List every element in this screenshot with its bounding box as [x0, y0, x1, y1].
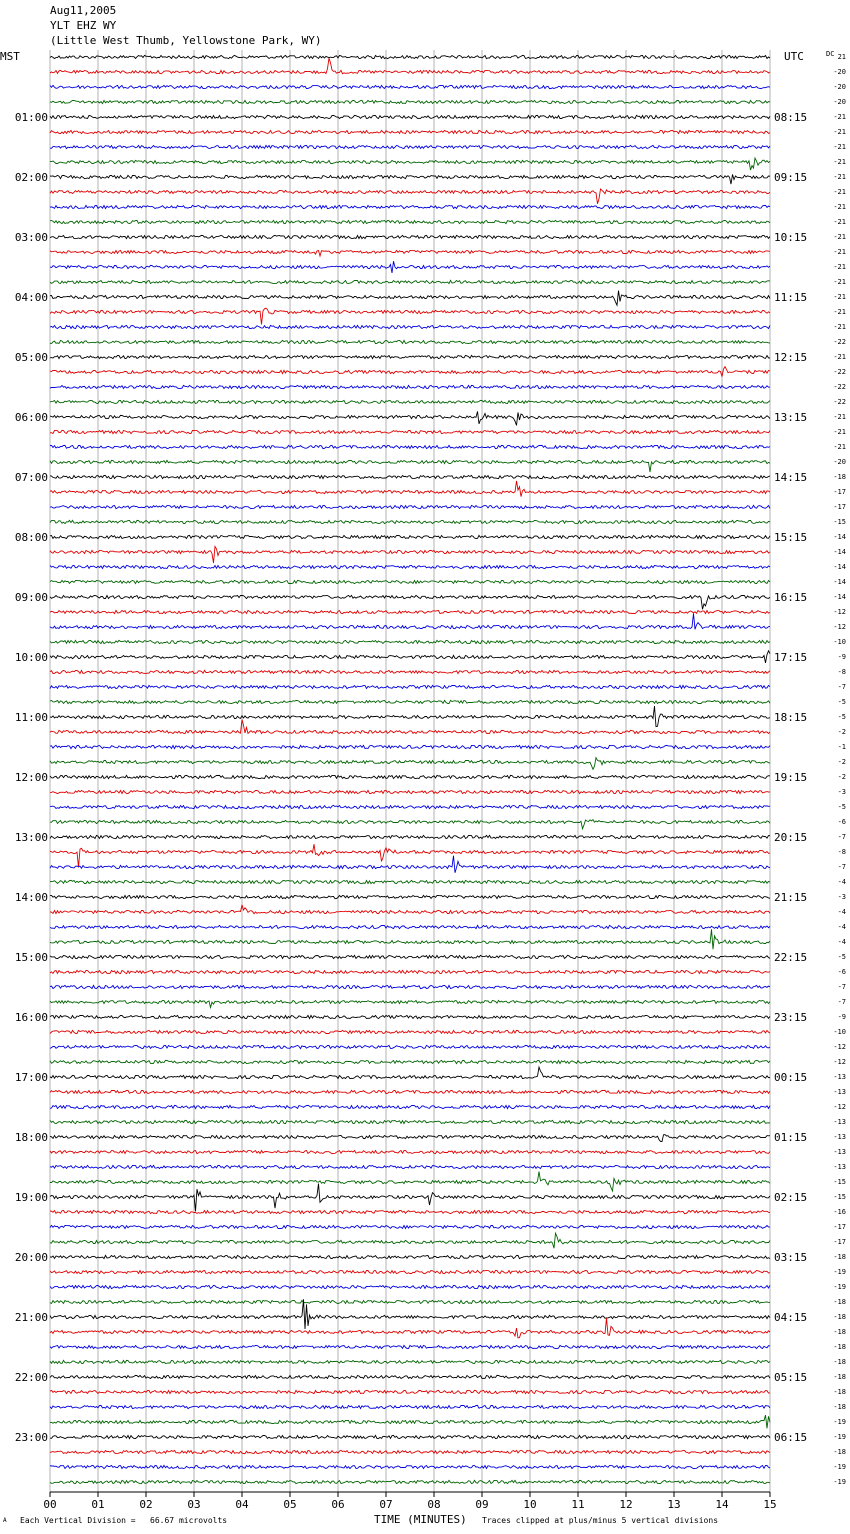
x-axis	[43, 1492, 776, 1511]
dc-offsets	[833, 53, 846, 1486]
dc-offset-value: -9	[837, 1013, 846, 1021]
dc-offset-value: -3	[837, 788, 846, 796]
dc-offset-value: -12	[833, 608, 846, 616]
dc-offset-value: -18	[833, 1358, 846, 1366]
dc-offset-value: -12	[833, 1043, 846, 1051]
trace-78	[50, 1225, 770, 1228]
dc-offset-value: -3	[837, 893, 846, 901]
trace-77	[50, 1210, 770, 1213]
trace-69	[50, 1090, 770, 1093]
trace-40	[50, 651, 770, 663]
dc-offset-value: -12	[833, 623, 846, 631]
date-label: Aug11,2005	[50, 4, 117, 17]
trace-16	[50, 291, 770, 306]
dc-offset-value: -12	[833, 1103, 846, 1111]
trace-64	[50, 1015, 770, 1018]
trace-41	[50, 670, 770, 673]
dc-offset-value: -5	[837, 698, 846, 706]
dc-offset-value: -21	[833, 143, 846, 151]
trace-72	[50, 1135, 770, 1142]
trace-43	[50, 700, 770, 703]
left-time-label: 01:00	[14, 111, 48, 124]
right-time-label: 05:15	[774, 1371, 808, 1384]
left-time-label: 23:00	[14, 1431, 48, 1444]
trace-58	[50, 925, 770, 928]
dc-offset-value: -18	[833, 1298, 846, 1306]
x-tick-label: 10	[523, 1498, 537, 1511]
dc-offset-value: -19	[833, 1478, 846, 1486]
dc-offset-value: -21	[833, 173, 846, 181]
trace-15	[50, 280, 770, 283]
dc-offset-value: -21	[833, 218, 846, 226]
dc-offset-value: -21	[833, 233, 846, 241]
x-tick-label: 01	[91, 1498, 105, 1511]
trace-75	[50, 1172, 770, 1191]
trace-67	[50, 1060, 770, 1063]
dc-offset-value: -18	[833, 1403, 846, 1411]
right-time-label: 21:15	[774, 891, 808, 904]
trace-13	[50, 250, 770, 256]
dc-offset-value: -21	[833, 323, 846, 331]
trace-18	[50, 325, 770, 328]
trace-38	[50, 614, 770, 630]
right-time-label: 03:15	[774, 1251, 808, 1264]
trace-93	[50, 1450, 770, 1453]
dc-offset-value: -21	[833, 188, 846, 196]
trace-19	[50, 340, 770, 343]
trace-56	[50, 895, 770, 898]
dc-offset-value: -21	[833, 248, 846, 256]
dc-offset-value: -15	[833, 1193, 846, 1201]
x-tick-label: 06	[331, 1498, 345, 1511]
trace-50	[50, 805, 770, 808]
dc-offset-value: -7	[837, 998, 846, 1006]
x-tick-label: 03	[187, 1498, 201, 1511]
left-time-label: 05:00	[14, 351, 48, 364]
x-tick-label: 02	[139, 1498, 153, 1511]
dc-offset-value: -22	[833, 338, 846, 346]
dc-offset-value: -18	[833, 1373, 846, 1381]
trace-47	[50, 758, 770, 770]
dc-offset-value: 21	[837, 53, 846, 61]
trace-26	[50, 445, 770, 448]
trace-74	[50, 1165, 770, 1168]
trace-2	[50, 85, 770, 88]
dc-offset-value: -16	[833, 1208, 846, 1216]
dc-offset-value: -9	[837, 653, 846, 661]
trace-28	[50, 475, 770, 478]
left-time-label: 21:00	[14, 1311, 48, 1324]
trace-35	[50, 580, 770, 583]
x-tick-label: 13	[667, 1498, 681, 1511]
dc-offset-value: -21	[833, 413, 846, 421]
trace-65	[50, 1030, 770, 1033]
dc-offset-value: -14	[833, 578, 846, 586]
trace-8	[50, 174, 770, 184]
dc-offset-value: -19	[833, 1283, 846, 1291]
dc-offset-value: -17	[833, 1223, 846, 1231]
dc-offset-value: -2	[837, 728, 846, 736]
trace-83	[50, 1300, 770, 1303]
dc-header-label: DC	[826, 50, 835, 58]
left-time-label: 13:00	[14, 831, 48, 844]
dc-offset-value: -4	[837, 878, 846, 886]
x-tick-label: 14	[715, 1498, 729, 1511]
right-time-label: 17:15	[774, 651, 808, 664]
right-time-label: 19:15	[774, 771, 808, 784]
dc-offset-value: -7	[837, 683, 846, 691]
trace-63	[50, 1000, 770, 1007]
right-time-label: 08:15	[774, 111, 808, 124]
dc-offset-value: -4	[837, 923, 846, 931]
trace-53	[50, 844, 770, 867]
dc-offset-value: -20	[833, 83, 846, 91]
dc-offset-value: -18	[833, 1313, 846, 1321]
right-time-label: 22:15	[774, 951, 808, 964]
trace-1	[50, 58, 770, 74]
dc-offset-value: -18	[833, 1448, 846, 1456]
right-time-label: 09:15	[774, 171, 808, 184]
x-axis-title: TIME (MINUTES)	[374, 1513, 467, 1526]
trace-95	[50, 1480, 770, 1483]
trace-86	[50, 1345, 770, 1348]
trace-81	[50, 1270, 770, 1273]
dc-offset-value: -20	[833, 98, 846, 106]
trace-0	[50, 55, 770, 58]
right-time-label: 04:15	[774, 1311, 808, 1324]
dc-offset-value: -14	[833, 593, 846, 601]
dc-offset-value: -4	[837, 908, 846, 916]
right-time-label: 10:15	[774, 231, 808, 244]
trace-90	[50, 1405, 770, 1408]
dc-offset-value: -18	[833, 1253, 846, 1261]
left-time-label: 14:00	[14, 891, 48, 904]
trace-39	[50, 640, 770, 643]
trace-94	[50, 1465, 770, 1468]
trace-80	[50, 1255, 770, 1258]
dc-offset-value: -21	[833, 443, 846, 451]
dc-offset-value: -14	[833, 548, 846, 556]
traces	[50, 55, 770, 1483]
corner-mark: A	[3, 1517, 7, 1524]
dc-offset-value: -6	[837, 818, 846, 826]
trace-11	[50, 220, 770, 223]
dc-offset-value: -21	[833, 353, 846, 361]
trace-5	[50, 130, 770, 133]
trace-23	[50, 400, 770, 403]
dc-offset-value: -22	[833, 383, 846, 391]
trace-30	[50, 505, 770, 508]
trace-17	[50, 308, 770, 324]
trace-32	[50, 535, 770, 538]
right-time-label: 20:15	[774, 831, 808, 844]
dc-offset-value: -21	[833, 203, 846, 211]
right-time-label: 00:15	[774, 1071, 808, 1084]
x-tick-label: 09	[475, 1498, 489, 1511]
right-time-label: 11:15	[774, 291, 808, 304]
left-time-label: 16:00	[14, 1011, 48, 1024]
trace-44	[50, 706, 770, 727]
dc-offset-value: -8	[837, 848, 846, 856]
station-label: YLT EHZ WY	[50, 19, 117, 32]
trace-76	[50, 1184, 770, 1212]
trace-62	[50, 985, 770, 988]
trace-12	[50, 235, 770, 238]
dc-offset-value: -22	[833, 368, 846, 376]
left-time-label: 07:00	[14, 471, 48, 484]
trace-22	[50, 385, 770, 388]
left-time-label: 11:00	[14, 711, 48, 724]
dc-offset-value: -5	[837, 803, 846, 811]
trace-27	[50, 460, 770, 472]
trace-54	[50, 856, 770, 873]
right-time-label: 23:15	[774, 1011, 808, 1024]
trace-4	[50, 115, 770, 118]
trace-68	[50, 1067, 770, 1079]
dc-offset-value: -6	[837, 968, 846, 976]
trace-55	[50, 880, 770, 883]
trace-57	[50, 905, 770, 914]
left-time-label: 06:00	[14, 411, 48, 424]
trace-85	[50, 1318, 770, 1338]
x-tick-label: 00	[43, 1498, 57, 1511]
left-time-label: 03:00	[14, 231, 48, 244]
right-time-label: 01:15	[774, 1131, 808, 1144]
right-time-label: 06:15	[774, 1431, 808, 1444]
x-tick-label: 12	[619, 1498, 633, 1511]
left-time-label: 04:00	[14, 291, 48, 304]
x-tick-label: 08	[427, 1498, 441, 1511]
dc-offset-value: -13	[833, 1088, 846, 1096]
right-time-label: 14:15	[774, 471, 808, 484]
left-time-label: 08:00	[14, 531, 48, 544]
dc-offset-value: -13	[833, 1118, 846, 1126]
scale-note: Each Vertical Division = 66.67 microvolts	[20, 1516, 228, 1525]
x-tick-label: 11	[571, 1498, 585, 1511]
dc-offset-value: -13	[833, 1073, 846, 1081]
x-tick-label: 15	[763, 1498, 777, 1511]
dc-offset-value: -21	[833, 278, 846, 286]
dc-offset-value: -7	[837, 833, 846, 841]
dc-offset-value: -7	[837, 983, 846, 991]
dc-offset-value: -19	[833, 1463, 846, 1471]
left-time-label: 15:00	[14, 951, 48, 964]
trace-71	[50, 1120, 770, 1123]
trace-29	[50, 481, 770, 497]
dc-offset-value: -8	[837, 668, 846, 676]
dc-offset-value: -14	[833, 533, 846, 541]
dc-offset-value: -2	[837, 773, 846, 781]
trace-60	[50, 955, 770, 958]
dc-offset-value: -17	[833, 488, 846, 496]
trace-66	[50, 1045, 770, 1048]
dc-offset-value: -18	[833, 1343, 846, 1351]
dc-offset-value: -12	[833, 1058, 846, 1066]
trace-10	[50, 205, 770, 208]
trace-3	[50, 100, 770, 103]
dc-offset-value: -13	[833, 1148, 846, 1156]
trace-61	[50, 970, 770, 973]
right-time-label: 12:15	[774, 351, 808, 364]
trace-46	[50, 745, 770, 748]
trace-49	[50, 790, 770, 793]
dc-offset-value: -2	[837, 758, 846, 766]
dc-offset-value: -21	[833, 128, 846, 136]
dc-offset-value: -13	[833, 1163, 846, 1171]
left-time-label: 17:00	[14, 1071, 48, 1084]
dc-offset-value: -17	[833, 1238, 846, 1246]
dc-offset-value: -19	[833, 1418, 846, 1426]
trace-24	[50, 411, 770, 425]
trace-52	[50, 835, 770, 838]
left-time-label: 09:00	[14, 591, 48, 604]
trace-48	[50, 775, 770, 778]
dc-offset-value: -4	[837, 938, 846, 946]
dc-offset-value: -20	[833, 458, 846, 466]
dc-offset-value: -15	[833, 1178, 846, 1186]
trace-92	[50, 1435, 770, 1438]
trace-89	[50, 1390, 770, 1393]
trace-82	[50, 1285, 770, 1288]
dc-offset-value: -17	[833, 503, 846, 511]
x-tick-label: 07	[379, 1498, 393, 1511]
trace-51	[50, 820, 770, 829]
dc-offset-value: -5	[837, 713, 846, 721]
dc-offset-value: -10	[833, 1028, 846, 1036]
trace-37	[50, 610, 770, 613]
x-tick-label: 04	[235, 1498, 249, 1511]
trace-7	[50, 158, 770, 170]
dc-offset-value: -21	[833, 293, 846, 301]
trace-42	[50, 685, 770, 688]
dc-offset-value: -7	[837, 863, 846, 871]
dc-offset-value: -21	[833, 113, 846, 121]
trace-6	[50, 145, 770, 148]
dc-offset-value: -21	[833, 308, 846, 316]
left-time-label: 18:00	[14, 1131, 48, 1144]
trace-87	[50, 1360, 770, 1363]
trace-34	[50, 565, 770, 568]
left-time-label: 10:00	[14, 651, 48, 664]
left-time-label: 02:00	[14, 171, 48, 184]
dc-offset-value: -18	[833, 473, 846, 481]
trace-59	[50, 929, 770, 949]
dc-offset-value: -13	[833, 1133, 846, 1141]
left-time-label: 19:00	[14, 1191, 48, 1204]
trace-33	[50, 546, 770, 563]
right-time-label: 13:15	[774, 411, 808, 424]
dc-offset-value: -15	[833, 518, 846, 526]
right-time-label: 15:15	[774, 531, 808, 544]
trace-79	[50, 1233, 770, 1248]
right-time-label: 18:15	[774, 711, 808, 724]
right-time-label: 02:15	[774, 1191, 808, 1204]
dc-offset-value: -22	[833, 398, 846, 406]
trace-73	[50, 1150, 770, 1153]
dc-offset-value: -18	[833, 1328, 846, 1336]
trace-20	[50, 355, 770, 358]
right-time-label: 16:15	[774, 591, 808, 604]
dc-offset-value: -20	[833, 68, 846, 76]
trace-88	[50, 1375, 770, 1378]
dc-offset-value: -21	[833, 158, 846, 166]
left-time-label: 12:00	[14, 771, 48, 784]
trace-91	[50, 1415, 770, 1428]
trace-9	[50, 189, 770, 204]
dc-offset-value: -21	[833, 428, 846, 436]
trace-45	[50, 720, 770, 734]
trace-25	[50, 430, 770, 433]
dc-offset-value: -14	[833, 563, 846, 571]
dc-offset-value: -19	[833, 1268, 846, 1276]
timezone-right-label: UTC	[784, 50, 804, 63]
clip-note: Traces clipped at plus/minus 5 vertical divisions	[482, 1516, 719, 1525]
trace-70	[50, 1105, 770, 1108]
dc-offset-value: -19	[833, 1433, 846, 1441]
trace-31	[50, 520, 770, 523]
dc-offset-value: -10	[833, 638, 846, 646]
dc-offset-value: -1	[837, 743, 846, 751]
left-time-label: 22:00	[14, 1371, 48, 1384]
x-tick-label: 05	[283, 1498, 297, 1511]
timezone-left-label: MST	[0, 50, 20, 63]
dc-offset-value: -18	[833, 1388, 846, 1396]
trace-14	[50, 261, 770, 273]
left-time-label: 20:00	[14, 1251, 48, 1264]
trace-36	[50, 595, 770, 609]
trace-21	[50, 367, 770, 377]
dc-offset-value: -5	[837, 953, 846, 961]
location-label: (Little West Thumb, Yellowstone Park, WY)	[50, 34, 322, 47]
dc-offset-value: -21	[833, 263, 846, 271]
